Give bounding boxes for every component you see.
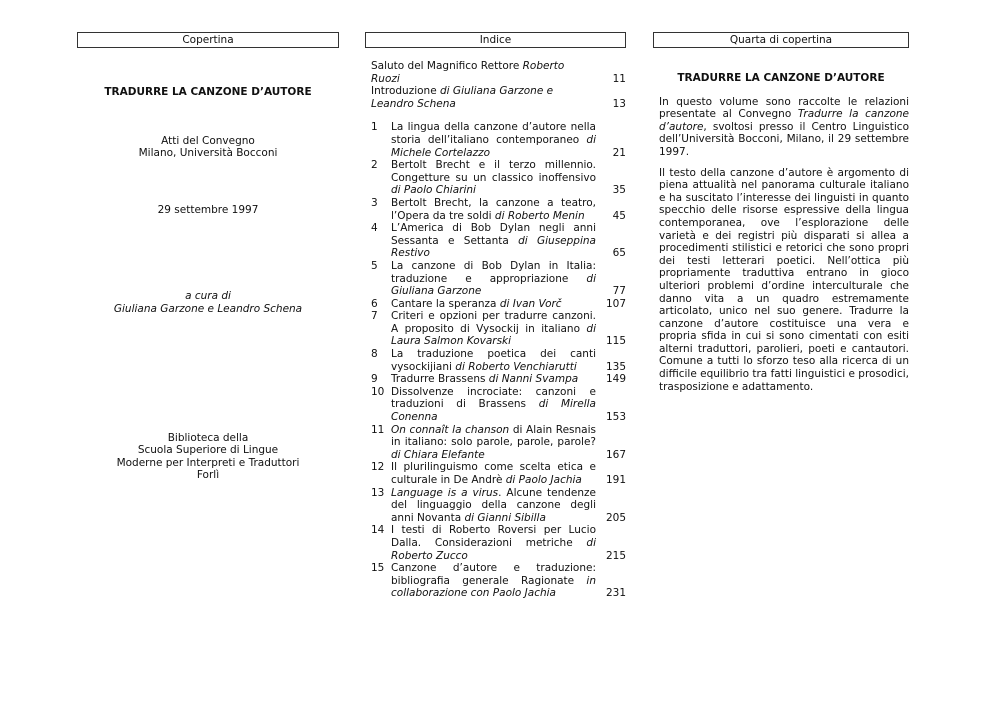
page-number: 35 [612, 184, 626, 197]
page-number: 205 [605, 511, 626, 524]
entry-author: di Gianni Sibilla [464, 511, 546, 524]
entry-author: di Mirella Conenna [391, 398, 596, 424]
entry-number: 12 [371, 461, 385, 474]
cover-date: 29 settembre 1997 [157, 203, 259, 216]
toc-entry [371, 524, 626, 562]
entry-author: di Chiara Elefante [391, 448, 485, 461]
toc-entry [371, 487, 626, 525]
cover-column [77, 32, 339, 482]
intro-list [365, 60, 626, 110]
entry-lead: On connaît la chanson [391, 423, 510, 436]
page-number: 149 [605, 373, 626, 386]
entry-title: di Alain Resnais in italiano: solo parole, parole, parole? [391, 423, 597, 449]
entry-title: Criteri e opzioni per tradurre canzoni. A proposito di Vysockij in italiano [391, 310, 596, 335]
entry-title: . Alcune tendenze del linguaggio della canzone degli anni Novanta [391, 486, 596, 524]
entry-author: di Paolo Jachia [505, 474, 582, 486]
back-cover-paragraph-1: In questo volume sono raccolte le relazioni presentate al Convegno Tradurre la canzone d’autore, svoltosi presso il Centro Linguistico dell’Università Bocconi, Milano, il 29 settembre 1997. [659, 95, 909, 158]
entry-number: 2 [371, 159, 378, 172]
entry-title: La canzone di Bob Dylan in Italia: traduzione e appropriazione [391, 259, 596, 285]
intro-author: Roberto Ruozi [371, 60, 565, 85]
toc-entry [371, 461, 626, 486]
entry-number: 7 [371, 310, 378, 323]
cover-acts [77, 135, 339, 160]
entry-author: di Giuseppina Restivo [391, 234, 596, 260]
page-number: 135 [605, 360, 626, 373]
entry-number: 10 [371, 385, 385, 398]
entry-author: di Paolo Chiarini [391, 184, 476, 197]
intro-entry [365, 85, 626, 110]
toc-entry [371, 386, 626, 424]
back-cover-column [653, 32, 909, 393]
index-header: Indice [365, 32, 626, 48]
entry-title: La lingua della canzone d’autore nella storia dell’italiano contemporaneo [391, 121, 596, 146]
entry-number: 9 [371, 373, 378, 386]
entry-author: di Nanni Svampa [488, 373, 579, 386]
entry-author: di Michele Cortelazzo [391, 133, 596, 159]
entry-title: I testi di Roberto Roversi per Lucio Dalla. Considerazioni metriche [391, 524, 596, 549]
editors: Giuliana Garzone e Leandro Schena [113, 302, 303, 315]
library-line: Biblioteca della [167, 431, 249, 444]
entry-author: di Roberto Zucco [391, 536, 596, 562]
toc-entry [371, 197, 626, 222]
entry-title: La traduzione poetica dei canti vysockijiani [391, 348, 596, 373]
intro-entry [365, 60, 626, 85]
intro-text: Introduzione [371, 85, 441, 98]
back-cover-title: TRADURRE LA CANZONE D’AUTORE [677, 72, 885, 84]
entry-author: di Roberto Venchiarutti [455, 360, 577, 373]
entry-number: 1 [371, 121, 378, 134]
page-number: 231 [605, 587, 626, 600]
entry-author: di Laura Salmon Kovarski [391, 322, 596, 348]
page-number: 45 [612, 209, 626, 222]
page-number: 11 [612, 72, 626, 85]
toc-entry [371, 260, 626, 298]
toc-entry [371, 159, 626, 197]
back-cover-paragraph-2: Il testo della canzone d’autore è argomento di piena attualità nel panorama culturale italiano e ha suscitato l’interesse dei linguisti in quanto specchio delle risorse espressive della lingua contemporanea, ove l’esplorazione delle varietà e dei registri più disparati si allea a procedimenti stilistici e retorici che sono propri dei testi letterari poetici. Nell’ottica più propriamente traduttiva entrano in gioco ulteriori problemi d’ordine interculturale che danno vita a un quadro estremamente articolato, unico nel suo genere. Tradurre la canzone d’autore costituisce una vera e propria sfida in cui si sono cimentati con esiti alterni traduttori, parolieri, poeti e cantautori. Comune a tutti lo sforzo teso alla ricerca di un difficile equilibrio tra fatti linguistici e prosodici, trasposizione e adattamento. [659, 166, 909, 393]
toc-entry [371, 424, 626, 462]
curated-label: a cura di [185, 290, 231, 303]
page-number: 107 [605, 297, 626, 310]
entry-title: Bertolt Brecht, la canzone a teatro, l’Opera da tre soldi [391, 196, 596, 222]
entry-title: Canzone d’autore e traduzione: bibliografia generale Ragionate [391, 562, 596, 587]
entry-number: 11 [371, 423, 385, 436]
intro-text: Saluto del Magnifico Rettore [371, 60, 523, 72]
page-number: 215 [605, 549, 626, 562]
entry-number: 13 [371, 486, 385, 499]
cover-title: TRADURRE LA CANZONE D’AUTORE [104, 86, 312, 98]
toc-entry [371, 310, 626, 348]
entry-title: L’America di Bob Dylan negli anni Sessanta e Settanta [391, 222, 596, 247]
entry-number: 5 [371, 259, 378, 272]
back-cover-header: Quarta di copertina [653, 32, 909, 48]
library-line: Forlì [196, 469, 220, 482]
page-number: 115 [605, 335, 626, 348]
entry-title: Il plurilinguismo come scelta etica e culturale in De Andrè [391, 461, 596, 486]
entry-lead: Language is a virus [391, 486, 499, 499]
entry-number: 8 [371, 348, 378, 361]
toc-entry [371, 298, 626, 311]
page-number: 21 [612, 146, 626, 159]
acts-line: Atti del Convegno [161, 134, 255, 147]
entry-title: Tradurre Brassens [391, 373, 489, 386]
acts-location: Milano, Università Bocconi [138, 147, 278, 160]
toc-entry [371, 562, 626, 600]
cover-curated [77, 290, 339, 315]
page-number: 167 [605, 448, 626, 461]
entry-number: 3 [371, 196, 378, 209]
page-number: 153 [605, 411, 626, 424]
page-number: 77 [612, 285, 626, 298]
intro-author: di Giuliana Garzone e Leandro Schena [371, 85, 554, 110]
cover-header: Copertina [77, 32, 339, 48]
entry-number: 14 [371, 524, 385, 537]
library-line: Moderne per Interpreti e Traduttori [116, 456, 300, 469]
toc-entry [371, 373, 626, 386]
entry-number: 15 [371, 562, 385, 575]
toc-entry [371, 222, 626, 260]
toc-list [365, 121, 626, 600]
entry-author: di Giuliana Garzone [391, 272, 596, 298]
entry-title: Bertolt Brecht e il terzo millennio. Congetture su un classico inoffensivo [391, 159, 596, 184]
entry-number: 6 [371, 297, 378, 310]
page-number: 191 [605, 474, 626, 486]
index-column [365, 32, 626, 600]
entry-author: in collaborazione con Paolo Jachia [391, 574, 596, 600]
entry-author: di Ivan Vorč [499, 297, 562, 310]
toc-entry [371, 121, 626, 159]
entry-title: Dissolvenze incrociate: canzoni e traduzioni di Brassens [391, 385, 596, 411]
entry-number: 4 [371, 222, 378, 235]
cover-library [77, 432, 339, 482]
page-number: 13 [612, 97, 626, 110]
page-number: 65 [612, 247, 626, 260]
entry-title: Cantare la speranza [391, 297, 500, 310]
entry-author: di Roberto Menin [494, 209, 585, 222]
library-line: Scuola Superiore di Lingue [137, 444, 279, 457]
toc-entry [371, 348, 626, 373]
